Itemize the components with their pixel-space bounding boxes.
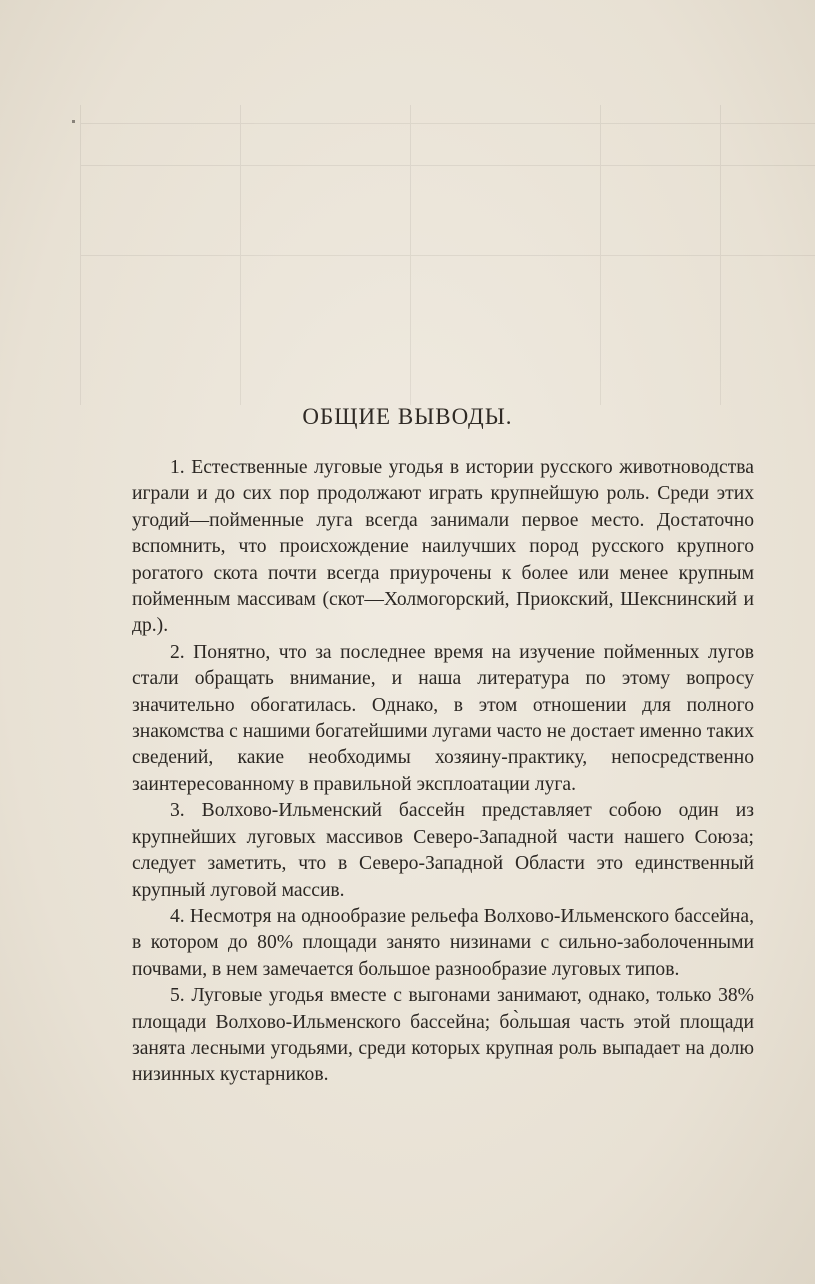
body-text — [132, 455, 754, 1089]
paragraph-1: 1. Естественные луговые угодья в истории русского животноводства играли и до сих пор продолжают играть крупнейшую роль. Среди этих угодий—пойменные луга всегда занимали первое место. Достаточно вспомнить, что происхождение наилучших пород русского крупного рогатого скота почти всегда приурочены к более или менее крупным пойменным массивам (скот—Холмогорский, Приокский, Шекснинский и др.). — [132, 457, 754, 637]
paragraph-2: 2. Понятно, что за последнее время на изучение пойменных лугов стали обращать внимание, и наша литература по этому вопросу значительно обогатилась. Однако, в этом отношении для полного знакомства с нашими богатейшими лугами часто не достает именно таких сведений, какие необходимы хозяину-практику, непосредственно заинтересованному в правильной эксплоатации луга. — [132, 641, 754, 795]
paragraph-3: 3. Волхово-Ильменский бассейн представляет собою один из крупнейших луговых массивов Северо-Западной части нашего Союза; следует заметить, что в Северо-Западной Области это единственный крупный луговой массив. — [132, 800, 754, 901]
paragraph-5: 5. Луговые угодья вместе с выгонами занимают, однако, только 38% площади Волхово-Ильменского бассейна; бо̀льшая часть этой площади занята лесными угодьями, среди которых крупная роль выпадает на долю низинных кустарников. — [132, 985, 754, 1086]
section-heading: ОБЩИЕ ВЫВОДЫ. — [302, 404, 513, 429]
speck-mark — [72, 120, 75, 123]
bleed-through-table — [80, 105, 815, 405]
paragraph-4: 4. Несмотря на однообразие рельефа Волхово-Ильменского бассейна, в котором до 80% площади занято низинами с сильно-заболоченными почвами, в нем замечается большое разнообразие луговых типов. — [132, 905, 754, 980]
